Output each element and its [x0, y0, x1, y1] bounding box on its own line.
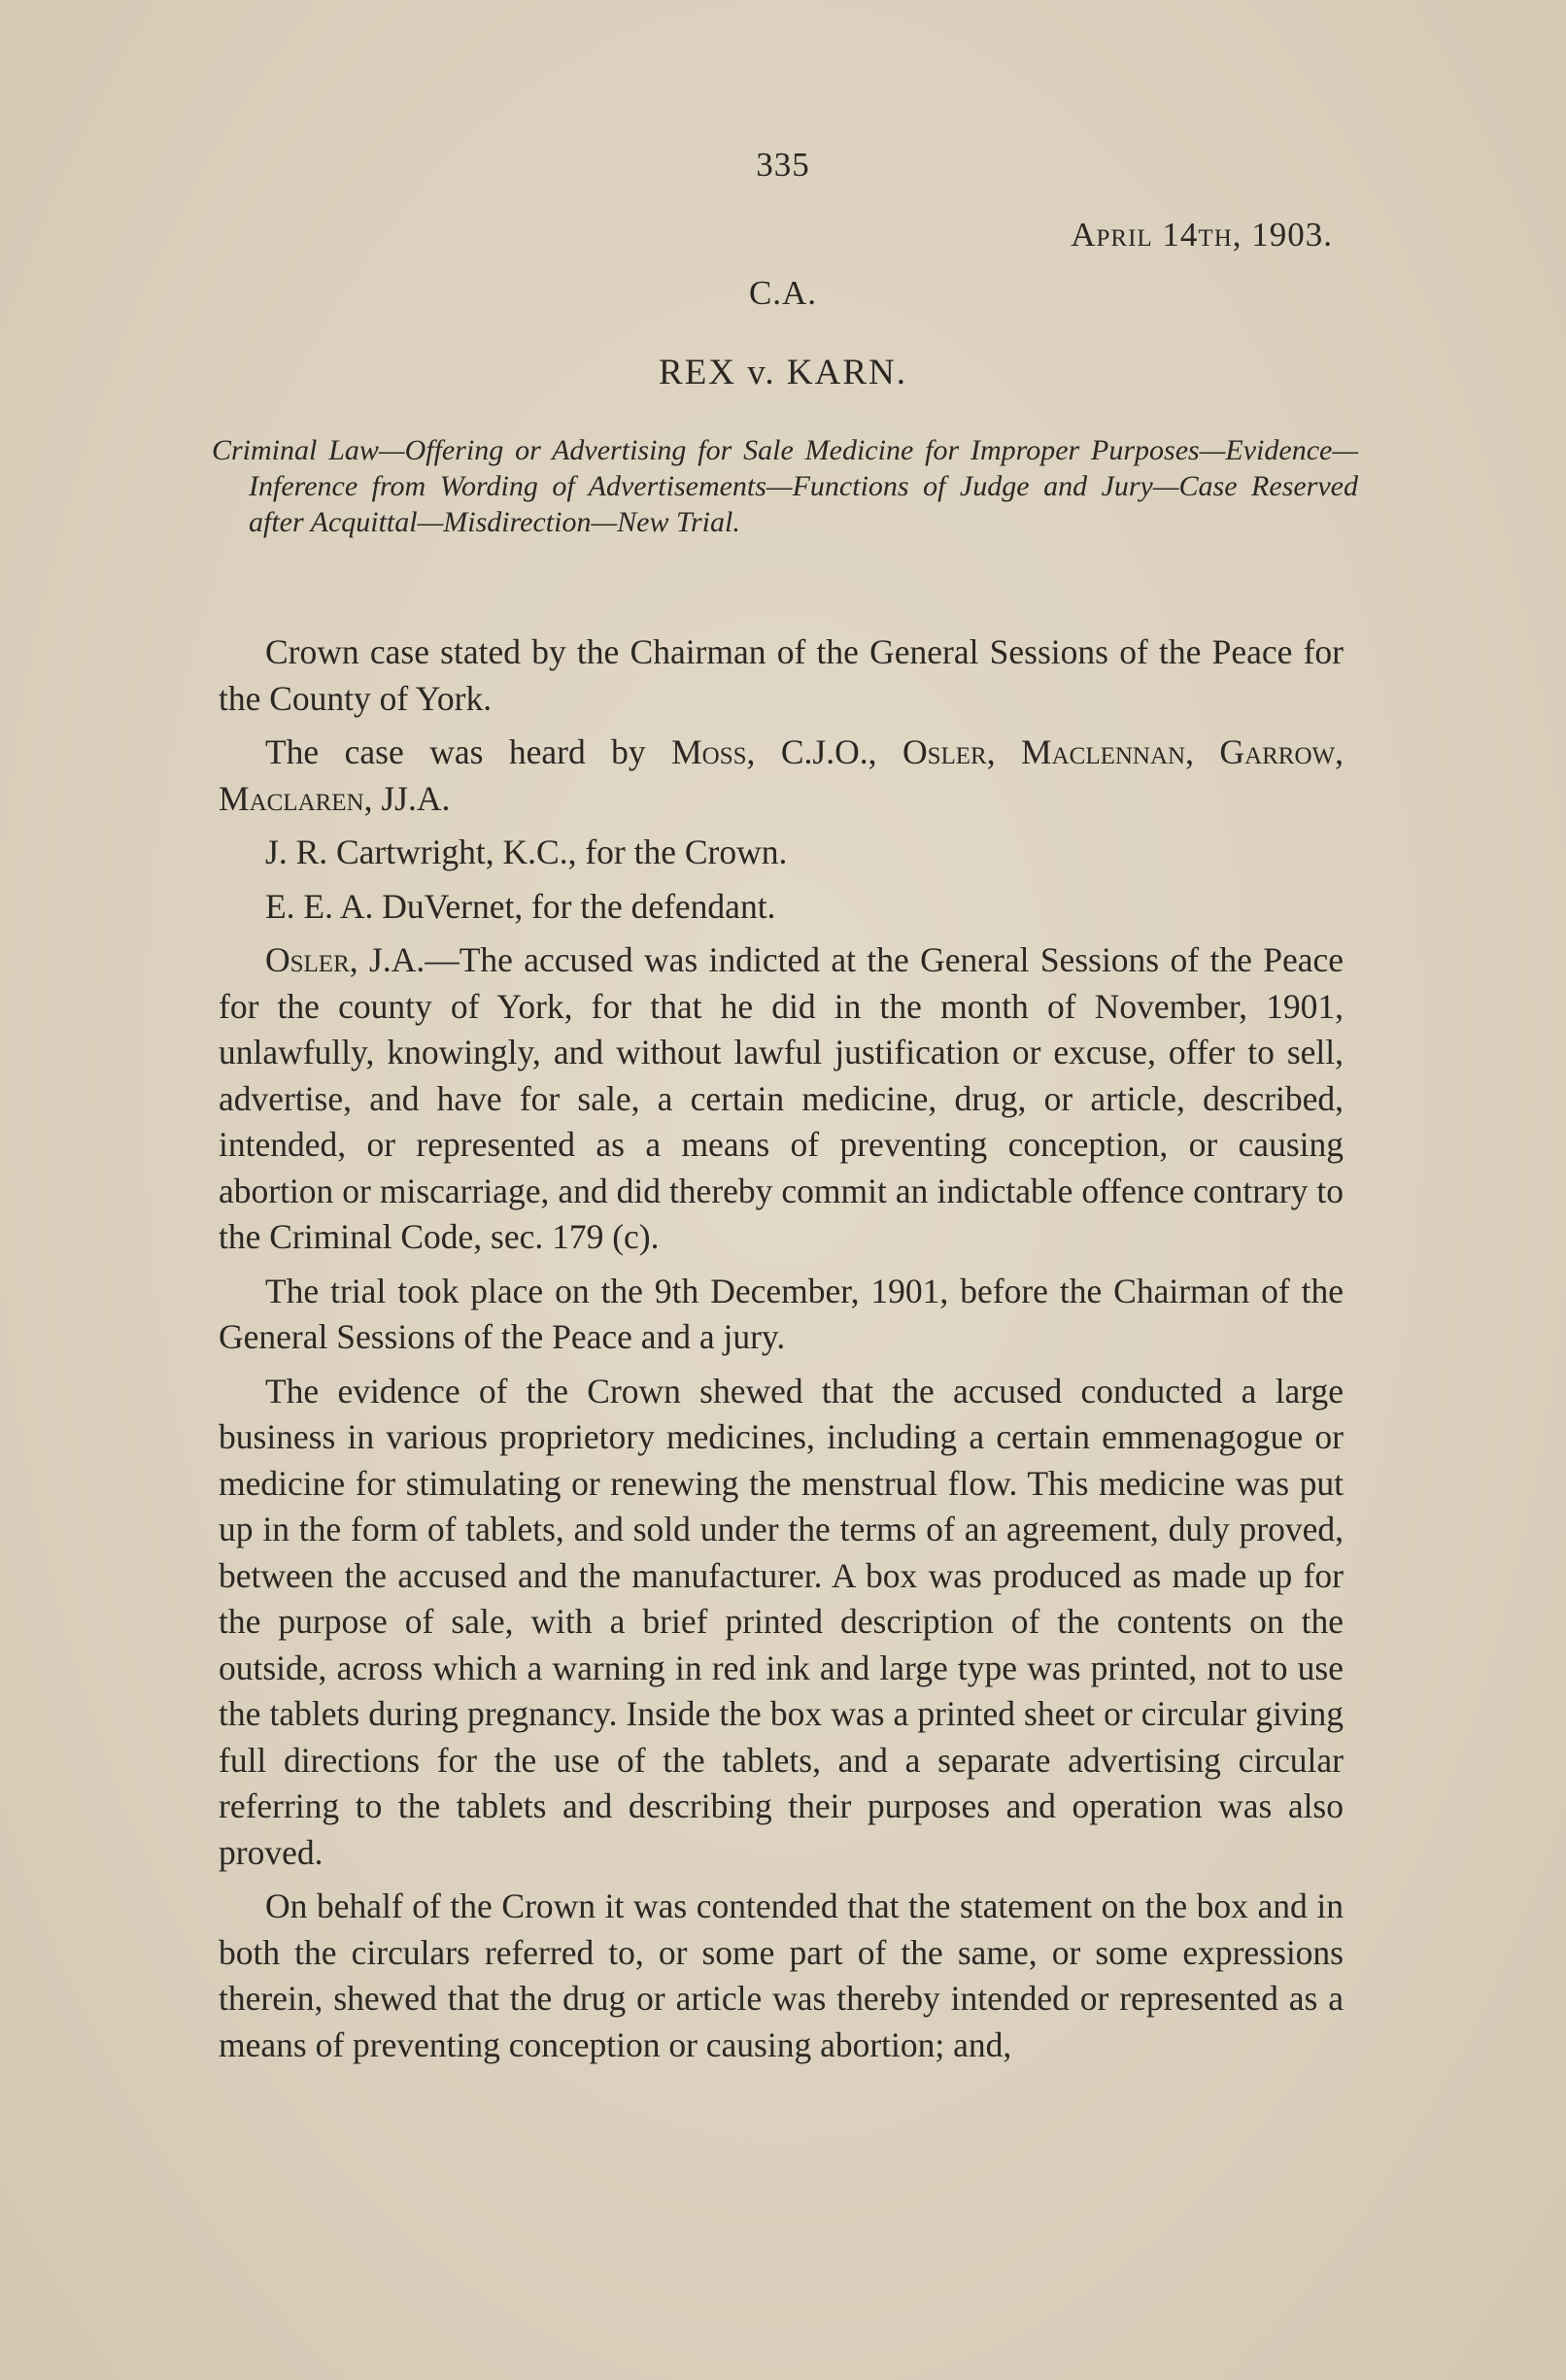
- paragraph-crown-counsel: J. R. Cartwright, K.C., for the Crown.: [265, 833, 788, 871]
- judgment-opening-text: —The accused was indicted at the General Sessions of the Peace for the county of York, for that he did in the month of November, 1901, unlawfully, knowingly, and without lawful justification or excuse, offer to sell, advertise, and have for sale, a certain medicine, drug, or article, described, intended, or represented as a means of preventing conception, or causing abortion or miscarriage, and did thereby commit an indictable offence contrary to the Criminal Code, sec. 179 (c).: [219, 940, 1344, 1256]
- court-abbreviation: C.A.: [748, 274, 818, 312]
- paragraph-bench: [219, 730, 1344, 822]
- case-title: REX v. KARN.: [659, 353, 907, 392]
- bench-judges: Moss, C.J.O., Osler, Maclennan, Garrow, Maclaren, JJ.A.: [219, 732, 1344, 818]
- judgment-author: Osler, J.A.: [265, 940, 426, 979]
- headnote: Criminal Law—Offering or Advertising for Sale Medicine for Improper Purposes—Evidence—Inference from Wording of Advertisements—Functions of Judge and Jury—Case Reserved after Acquittal—Misdirection—New Trial.: [212, 434, 1358, 538]
- paragraph-judgment-opening: [219, 937, 1344, 1261]
- paragraph-trial: The trial took place on the 9th December, 1901, before the Chairman of the General Sessions of the Peace and a jury.: [219, 1271, 1344, 1356]
- bench-intro: The case was heard by: [265, 732, 672, 771]
- paragraph-defence-counsel: E. E. A. DuVernet, for the defendant.: [265, 886, 776, 926]
- decision-date: April 14th, 1903.: [1071, 216, 1333, 254]
- paragraph-evidence: The evidence of the Crown shewed that the accused conducted a large business in various proprietory medicines, including a certain emmenagogue or medicine for stimulating or renewing the menstrual flow. This medicine was put up in the form of tablets, and sold under the terms of an agreement, duly proved, between the accused and the manufacturer. A box was produced as made up for the purpose of sale, with a brief printed description of the contents on the outside, across which a warning in red ink and large type was printed, not to use the tablets during pregnancy. Inside the box was a printed sheet or circular giving full directions for the use of the tablets, and a separate advertising circular referring to the tablets and describing their purposes and operation was also proved.: [219, 1371, 1344, 1872]
- report-body: [219, 629, 1344, 2076]
- page-number: 335: [756, 146, 810, 184]
- paragraph-crown-contention: On behalf of the Crown it was contended that the statement on the box and in both the circulars referred to, or some part of the same, or some expressions therein, shewed that the drug or article was thereby intended or represented as a means of preventing conception or causing abortion; and,: [219, 1887, 1344, 2064]
- paragraph-case-stated: Crown case stated by the Chairman of the General Sessions of the Peace for the County of York.: [219, 632, 1344, 718]
